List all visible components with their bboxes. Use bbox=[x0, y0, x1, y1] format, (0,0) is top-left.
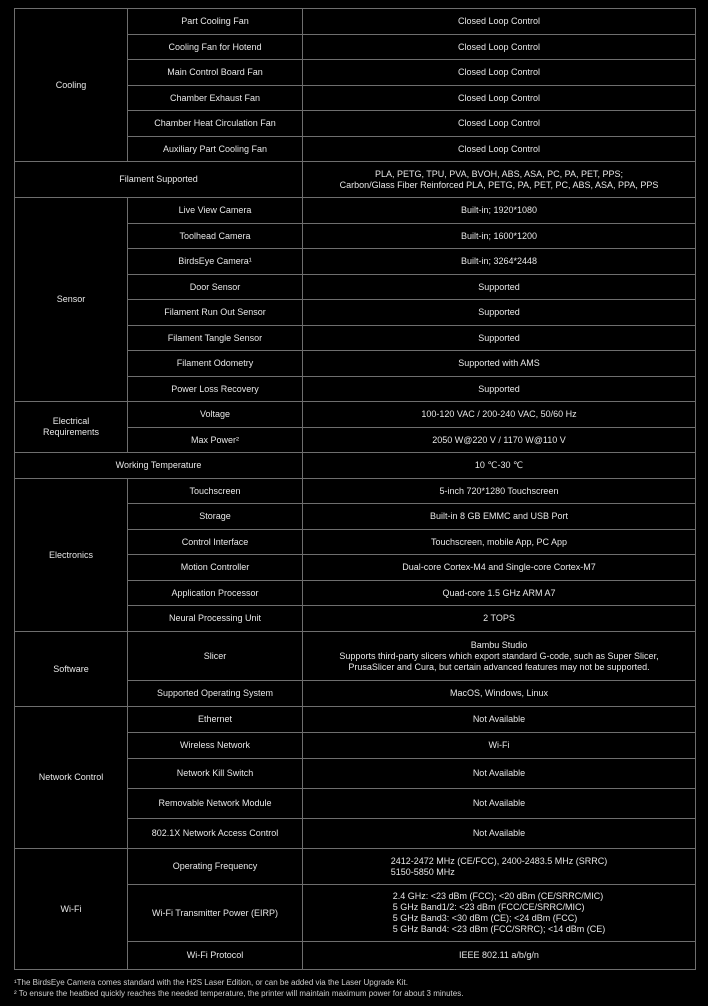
table-row bbox=[15, 849, 696, 885]
spec-value: 100-120 VAC / 200-240 VAC, 50/60 Hz bbox=[303, 402, 696, 428]
spec-label: Cooling Fan for Hotend bbox=[128, 35, 303, 60]
spec-label: Network Kill Switch bbox=[128, 759, 303, 789]
spec-label: Removable Network Module bbox=[128, 789, 303, 819]
spec-value: Closed Loop Control bbox=[303, 60, 696, 86]
working-temp-value: 10 ℃-30 ℃ bbox=[303, 453, 696, 479]
spec-label: Voltage bbox=[128, 402, 303, 428]
spec-label: BirdsEye Camera¹ bbox=[128, 249, 303, 275]
spec-value: Not Available bbox=[303, 759, 696, 789]
spec-label: Max Power² bbox=[128, 428, 303, 453]
table-row bbox=[15, 402, 696, 428]
category-software: Software bbox=[15, 632, 128, 707]
spec-value: Supported bbox=[303, 377, 696, 402]
spec-value: MacOS, Windows, Linux bbox=[303, 681, 696, 707]
spec-label: Wi-Fi Protocol bbox=[128, 942, 303, 970]
table-row bbox=[15, 632, 696, 681]
spec-label: Control Interface bbox=[128, 530, 303, 555]
spec-label: Touchscreen bbox=[128, 479, 303, 504]
spec-label: Application Processor bbox=[128, 581, 303, 606]
spec-value: 5-inch 720*1280 Touchscreen bbox=[303, 479, 696, 504]
spec-label: Supported Operating System bbox=[128, 681, 303, 707]
spec-value: IEEE 802.11 a/b/g/n bbox=[303, 942, 696, 970]
spec-value: Closed Loop Control bbox=[303, 111, 696, 137]
spec-label: Main Control Board Fan bbox=[128, 60, 303, 86]
spec-label: Toolhead Camera bbox=[128, 224, 303, 249]
spec-value: Wi-Fi bbox=[303, 733, 696, 759]
spec-value: Dual-core Cortex-M4 and Single-core Cortex-M7 bbox=[303, 555, 696, 581]
spec-label: Neural Processing Unit bbox=[128, 606, 303, 632]
spec-table bbox=[14, 8, 696, 970]
working-temp-label: Working Temperature bbox=[15, 453, 303, 479]
spec-label: Power Loss Recovery bbox=[128, 377, 303, 402]
filament-value: PLA, PETG, TPU, PVA, BVOH, ABS, ASA, PC, PA, PET, PPS; Carbon/Glass Fiber Reinforced PLA, PETG, PA, PET, PC, ABS, ASA, PPA, PPS bbox=[303, 162, 696, 198]
spec-value: Not Available bbox=[303, 789, 696, 819]
table-row bbox=[15, 162, 696, 198]
spec-label: Operating Frequency bbox=[128, 849, 303, 885]
spec-value: Touchscreen, mobile App, PC App bbox=[303, 530, 696, 555]
spec-label: Chamber Heat Circulation Fan bbox=[128, 111, 303, 137]
category-electrical: Electrical Requirements bbox=[15, 402, 128, 453]
spec-label: Live View Camera bbox=[128, 198, 303, 224]
table-row bbox=[15, 479, 696, 504]
spec-label: 802.1X Network Access Control bbox=[128, 819, 303, 849]
table-row bbox=[15, 453, 696, 479]
spec-value: Not Available bbox=[303, 707, 696, 733]
spec-value: Not Available bbox=[303, 819, 696, 849]
spec-value: Bambu Studio Supports third-party slicers which export standard G-code, such as Super Slicer, PrusaSlicer and Cura, but certain advanced features may not be supported. bbox=[303, 632, 696, 681]
spec-label: Filament Odometry bbox=[128, 351, 303, 377]
spec-label: Wi-Fi Transmitter Power (EIRP) bbox=[128, 885, 303, 942]
category-cooling: Cooling bbox=[15, 9, 128, 162]
spec-label: Storage bbox=[128, 504, 303, 530]
spec-value: 2 TOPS bbox=[303, 606, 696, 632]
spec-value: Built-in; 3264*2448 bbox=[303, 249, 696, 275]
spec-label: Motion Controller bbox=[128, 555, 303, 581]
filament-label: Filament Supported bbox=[15, 162, 303, 198]
spec-label: Filament Tangle Sensor bbox=[128, 326, 303, 351]
spec-label: Wireless Network bbox=[128, 733, 303, 759]
spec-label: Auxiliary Part Cooling Fan bbox=[128, 137, 303, 162]
spec-value: Closed Loop Control bbox=[303, 9, 696, 35]
spec-value: Quad-core 1.5 GHz ARM A7 bbox=[303, 581, 696, 606]
operating-frequency-text: 2412-2472 MHz (CE/FCC), 2400-2483.5 MHz (SRRC) 5150-5850 MHz bbox=[390, 855, 608, 877]
category-wifi: Wi-Fi bbox=[15, 849, 128, 970]
footnote-1: ¹The BirdsEye Camera comes standard with the H2S Laser Edition, or can be added via the Laser Upgrade Kit. bbox=[14, 978, 408, 987]
category-electronics: Electronics bbox=[15, 479, 128, 632]
spec-value: Supported bbox=[303, 275, 696, 300]
spec-label: Ethernet bbox=[128, 707, 303, 733]
spec-value: Built-in; 1920*1080 bbox=[303, 198, 696, 224]
spec-value: Closed Loop Control bbox=[303, 35, 696, 60]
spec-label: Door Sensor bbox=[128, 275, 303, 300]
spec-label: Slicer bbox=[128, 632, 303, 681]
footnote-2: ² To ensure the heatbed quickly reaches the needed temperature, the printer will maintain maximum power for about 3 minutes. bbox=[14, 989, 464, 998]
footnotes bbox=[14, 977, 704, 999]
category-network: Network Control bbox=[15, 707, 128, 849]
table-row bbox=[15, 707, 696, 733]
spec-label: Chamber Exhaust Fan bbox=[128, 86, 303, 111]
spec-value: Built-in; 1600*1200 bbox=[303, 224, 696, 249]
spec-label: Filament Run Out Sensor bbox=[128, 300, 303, 326]
spec-label: Part Cooling Fan bbox=[128, 9, 303, 35]
spec-value: Supported bbox=[303, 326, 696, 351]
spec-value: Built-in 8 GB EMMC and USB Port bbox=[303, 504, 696, 530]
spec-value: Closed Loop Control bbox=[303, 137, 696, 162]
transmitter-power-text: 2.4 GHz: <23 dBm (FCC); <20 dBm (CE/SRRC/MIC) 5 GHz Band1/2: <23 dBm (FCC/CE/SRRC/MIC) 5 GHz Band3: <30 dBm (CE); <24 dBm (FCC) 5 GHz Band4: <23 dBm (FCC/SRRC); <14 dBm (CE) bbox=[392, 891, 606, 934]
table-row bbox=[15, 9, 696, 35]
spec-value: 2050 W@220 V / 1170 W@110 V bbox=[303, 428, 696, 453]
spec-value: Supported bbox=[303, 300, 696, 326]
spec-value bbox=[303, 885, 696, 942]
category-sensor: Sensor bbox=[15, 198, 128, 402]
spec-value: Supported with AMS bbox=[303, 351, 696, 377]
spec-value: Closed Loop Control bbox=[303, 86, 696, 111]
spec-value bbox=[303, 849, 696, 885]
table-row bbox=[15, 198, 696, 224]
